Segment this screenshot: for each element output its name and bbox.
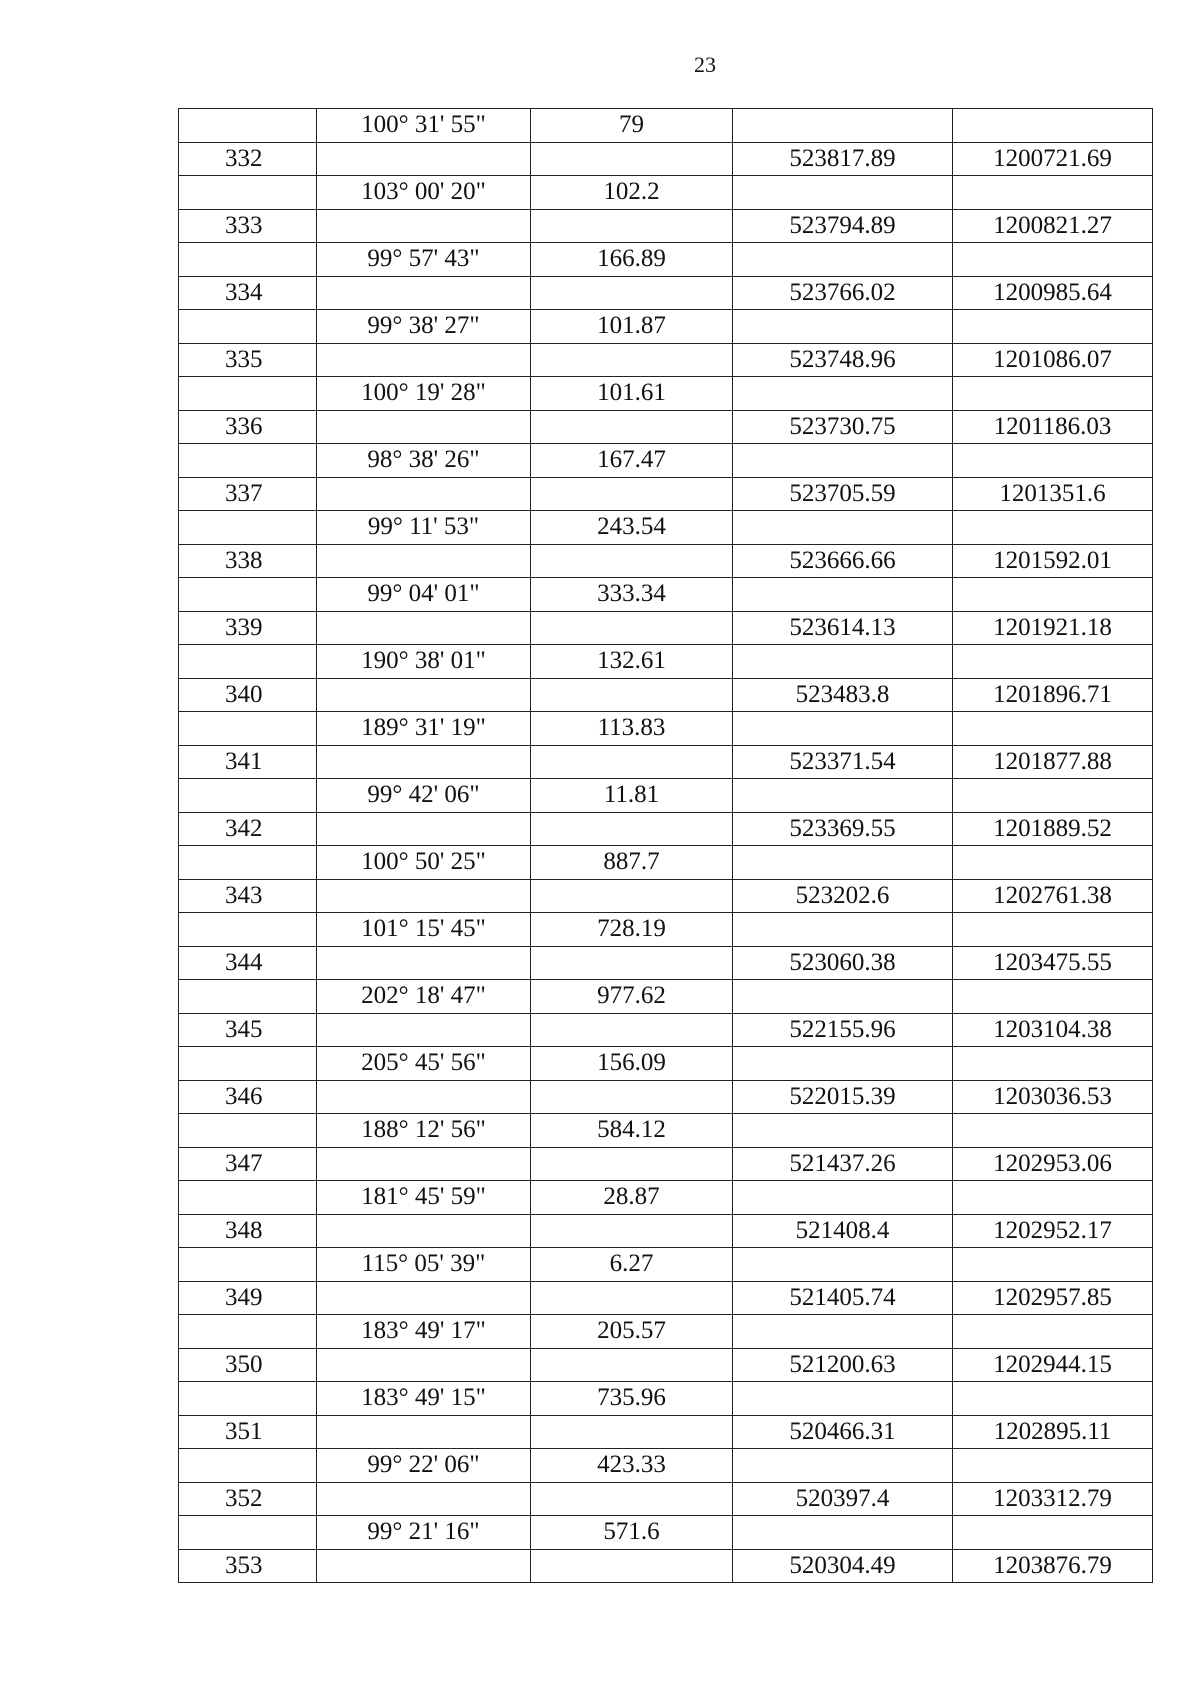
northing-cell <box>953 176 1153 210</box>
bearing-cell <box>317 1214 531 1248</box>
northing-cell <box>953 1315 1153 1349</box>
table-row <box>179 243 1153 277</box>
station-cell: 348 <box>179 1214 317 1248</box>
table-row <box>179 544 1153 578</box>
easting-cell: 522015.39 <box>733 1080 953 1114</box>
table-row <box>179 343 1153 377</box>
bearing-cell: 115° 05' 39" <box>317 1248 531 1282</box>
table-row <box>179 511 1153 545</box>
distance-cell: 977.62 <box>531 980 733 1014</box>
table-row <box>179 1315 1153 1349</box>
easting-cell: 523666.66 <box>733 544 953 578</box>
easting-cell <box>733 846 953 880</box>
table-row <box>179 1047 1153 1081</box>
easting-cell: 523371.54 <box>733 745 953 779</box>
station-cell <box>179 980 317 1014</box>
station-cell: 342 <box>179 812 317 846</box>
table-row <box>179 980 1153 1014</box>
table-row <box>179 1549 1153 1583</box>
station-cell: 338 <box>179 544 317 578</box>
easting-cell <box>733 1516 953 1550</box>
distance-cell: 132.61 <box>531 645 733 679</box>
easting-cell <box>733 243 953 277</box>
distance-cell <box>531 343 733 377</box>
distance-cell: 205.57 <box>531 1315 733 1349</box>
table-row <box>179 913 1153 947</box>
northing-cell: 1200821.27 <box>953 209 1153 243</box>
northing-cell <box>953 712 1153 746</box>
distance-cell: 571.6 <box>531 1516 733 1550</box>
table-row <box>179 1248 1153 1282</box>
bearing-cell <box>317 1415 531 1449</box>
distance-cell: 102.2 <box>531 176 733 210</box>
bearing-cell: 99° 38' 27" <box>317 310 531 344</box>
bearing-cell <box>317 209 531 243</box>
northing-cell <box>953 310 1153 344</box>
bearing-cell <box>317 611 531 645</box>
bearing-cell <box>317 946 531 980</box>
distance-cell <box>531 209 733 243</box>
station-cell <box>179 1248 317 1282</box>
easting-cell <box>733 1114 953 1148</box>
station-cell: 341 <box>179 745 317 779</box>
bearing-cell: 99° 04' 01" <box>317 578 531 612</box>
bearing-cell: 99° 57' 43" <box>317 243 531 277</box>
station-cell <box>179 1315 317 1349</box>
station-cell: 344 <box>179 946 317 980</box>
easting-cell: 521405.74 <box>733 1281 953 1315</box>
easting-cell <box>733 1248 953 1282</box>
station-cell: 343 <box>179 879 317 913</box>
northing-cell <box>953 511 1153 545</box>
easting-cell <box>733 1382 953 1416</box>
northing-cell: 1203475.55 <box>953 946 1153 980</box>
table-row <box>179 209 1153 243</box>
northing-cell <box>953 1382 1153 1416</box>
table-row <box>179 946 1153 980</box>
easting-cell: 522155.96 <box>733 1013 953 1047</box>
distance-cell <box>531 946 733 980</box>
station-cell <box>179 243 317 277</box>
table-row <box>179 812 1153 846</box>
northing-cell <box>953 846 1153 880</box>
bearing-cell <box>317 1013 531 1047</box>
northing-cell: 1201351.6 <box>953 477 1153 511</box>
station-cell <box>179 377 317 411</box>
station-cell <box>179 511 317 545</box>
easting-cell: 523730.75 <box>733 410 953 444</box>
northing-cell <box>953 243 1153 277</box>
easting-cell: 521437.26 <box>733 1147 953 1181</box>
distance-cell: 887.7 <box>531 846 733 880</box>
northing-cell: 1202952.17 <box>953 1214 1153 1248</box>
easting-cell <box>733 444 953 478</box>
northing-cell <box>953 1449 1153 1483</box>
distance-cell <box>531 1080 733 1114</box>
station-cell: 346 <box>179 1080 317 1114</box>
easting-cell <box>733 645 953 679</box>
station-cell <box>179 1181 317 1215</box>
distance-cell: 79 <box>531 109 733 143</box>
distance-cell: 28.87 <box>531 1181 733 1215</box>
bearing-cell <box>317 410 531 444</box>
station-cell: 347 <box>179 1147 317 1181</box>
distance-cell <box>531 1549 733 1583</box>
table-row <box>179 1415 1153 1449</box>
easting-cell <box>733 1449 953 1483</box>
station-cell: 349 <box>179 1281 317 1315</box>
distance-cell <box>531 1348 733 1382</box>
northing-cell: 1203876.79 <box>953 1549 1153 1583</box>
easting-cell: 520397.4 <box>733 1482 953 1516</box>
northing-cell: 1201921.18 <box>953 611 1153 645</box>
easting-cell <box>733 1181 953 1215</box>
bearing-cell <box>317 1080 531 1114</box>
table-row <box>179 477 1153 511</box>
station-cell: 333 <box>179 209 317 243</box>
station-cell <box>179 1516 317 1550</box>
easting-cell <box>733 578 953 612</box>
distance-cell <box>531 1013 733 1047</box>
table-row <box>179 142 1153 176</box>
northing-cell: 1201889.52 <box>953 812 1153 846</box>
bearing-cell <box>317 477 531 511</box>
bearing-cell <box>317 343 531 377</box>
table-row <box>179 1382 1153 1416</box>
station-cell: 351 <box>179 1415 317 1449</box>
station-cell <box>179 444 317 478</box>
station-cell <box>179 645 317 679</box>
distance-cell <box>531 1482 733 1516</box>
station-cell <box>179 1047 317 1081</box>
table-row <box>179 1080 1153 1114</box>
distance-cell <box>531 276 733 310</box>
bearing-cell: 99° 21' 16" <box>317 1516 531 1550</box>
distance-cell: 333.34 <box>531 578 733 612</box>
distance-cell: 243.54 <box>531 511 733 545</box>
station-cell <box>179 176 317 210</box>
bearing-cell <box>317 1482 531 1516</box>
station-cell: 332 <box>179 142 317 176</box>
bearing-cell: 100° 31' 55" <box>317 109 531 143</box>
easting-cell <box>733 1047 953 1081</box>
easting-cell: 523060.38 <box>733 946 953 980</box>
table-row <box>179 712 1153 746</box>
bearing-cell <box>317 745 531 779</box>
easting-cell: 523369.55 <box>733 812 953 846</box>
table-body <box>179 109 1153 1583</box>
northing-cell: 1203036.53 <box>953 1080 1153 1114</box>
bearing-cell: 100° 19' 28" <box>317 377 531 411</box>
bearing-cell <box>317 678 531 712</box>
easting-cell <box>733 779 953 813</box>
distance-cell: 728.19 <box>531 913 733 947</box>
easting-cell <box>733 377 953 411</box>
station-cell: 336 <box>179 410 317 444</box>
easting-cell: 523766.02 <box>733 276 953 310</box>
bearing-cell <box>317 142 531 176</box>
table-row <box>179 1181 1153 1215</box>
northing-cell: 1202944.15 <box>953 1348 1153 1382</box>
table-row <box>179 779 1153 813</box>
northing-cell <box>953 779 1153 813</box>
bearing-cell <box>317 1348 531 1382</box>
northing-cell: 1202761.38 <box>953 879 1153 913</box>
easting-cell <box>733 109 953 143</box>
northing-cell <box>953 578 1153 612</box>
easting-cell: 523794.89 <box>733 209 953 243</box>
distance-cell: 166.89 <box>531 243 733 277</box>
bearing-cell: 183° 49' 15" <box>317 1382 531 1416</box>
distance-cell: 584.12 <box>531 1114 733 1148</box>
table-row <box>179 276 1153 310</box>
easting-cell: 523483.8 <box>733 678 953 712</box>
table-row <box>179 176 1153 210</box>
bearing-cell <box>317 276 531 310</box>
table-row <box>179 745 1153 779</box>
northing-cell <box>953 109 1153 143</box>
table-row <box>179 109 1153 143</box>
bearing-cell: 188° 12' 56" <box>317 1114 531 1148</box>
bearing-cell: 189° 31' 19" <box>317 712 531 746</box>
northing-cell <box>953 444 1153 478</box>
easting-cell: 520466.31 <box>733 1415 953 1449</box>
page-number: 23 <box>694 52 716 77</box>
station-cell <box>179 578 317 612</box>
distance-cell <box>531 1214 733 1248</box>
bearing-cell: 103° 00' 20" <box>317 176 531 210</box>
northing-cell: 1202957.85 <box>953 1281 1153 1315</box>
easting-cell: 521408.4 <box>733 1214 953 1248</box>
northing-cell <box>953 645 1153 679</box>
bearing-cell: 190° 38' 01" <box>317 645 531 679</box>
easting-cell <box>733 176 953 210</box>
table-row <box>179 645 1153 679</box>
table-row <box>179 310 1153 344</box>
northing-cell <box>953 1248 1153 1282</box>
bearing-cell: 181° 45' 59" <box>317 1181 531 1215</box>
bearing-cell <box>317 1549 531 1583</box>
northing-cell: 1201186.03 <box>953 410 1153 444</box>
bearing-cell <box>317 1281 531 1315</box>
northing-cell: 1201896.71 <box>953 678 1153 712</box>
distance-cell: 156.09 <box>531 1047 733 1081</box>
easting-cell <box>733 980 953 1014</box>
easting-cell <box>733 712 953 746</box>
easting-cell <box>733 1315 953 1349</box>
table-row <box>179 1449 1153 1483</box>
station-cell: 335 <box>179 343 317 377</box>
bearing-cell: 98° 38' 26" <box>317 444 531 478</box>
table-row <box>179 1114 1153 1148</box>
northing-cell: 1200721.69 <box>953 142 1153 176</box>
table-row <box>179 444 1153 478</box>
distance-cell <box>531 477 733 511</box>
northing-cell: 1203104.38 <box>953 1013 1153 1047</box>
station-cell <box>179 109 317 143</box>
northing-cell: 1202953.06 <box>953 1147 1153 1181</box>
station-cell <box>179 779 317 813</box>
distance-cell: 167.47 <box>531 444 733 478</box>
easting-cell: 523748.96 <box>733 343 953 377</box>
distance-cell: 101.61 <box>531 377 733 411</box>
bearing-cell: 205° 45' 56" <box>317 1047 531 1081</box>
station-cell: 340 <box>179 678 317 712</box>
easting-cell: 521200.63 <box>733 1348 953 1382</box>
bearing-cell: 183° 49' 17" <box>317 1315 531 1349</box>
distance-cell <box>531 879 733 913</box>
bearing-cell: 101° 15' 45" <box>317 913 531 947</box>
northing-cell <box>953 377 1153 411</box>
distance-cell: 6.27 <box>531 1248 733 1282</box>
table-row <box>179 678 1153 712</box>
distance-cell <box>531 1415 733 1449</box>
bearing-cell <box>317 812 531 846</box>
distance-cell <box>531 745 733 779</box>
distance-cell: 101.87 <box>531 310 733 344</box>
distance-cell: 11.81 <box>531 779 733 813</box>
table-row <box>179 578 1153 612</box>
table-row <box>179 1482 1153 1516</box>
bearing-cell <box>317 1147 531 1181</box>
bearing-cell <box>317 879 531 913</box>
station-cell <box>179 1449 317 1483</box>
northing-cell <box>953 1114 1153 1148</box>
bearing-cell: 99° 42' 06" <box>317 779 531 813</box>
station-cell <box>179 1114 317 1148</box>
table-row <box>179 879 1153 913</box>
easting-cell <box>733 511 953 545</box>
easting-cell <box>733 913 953 947</box>
northing-cell: 1201592.01 <box>953 544 1153 578</box>
table-row <box>179 410 1153 444</box>
distance-cell <box>531 678 733 712</box>
easting-cell: 523614.13 <box>733 611 953 645</box>
northing-cell: 1201877.88 <box>953 745 1153 779</box>
table-row <box>179 1516 1153 1550</box>
distance-cell <box>531 544 733 578</box>
station-cell: 345 <box>179 1013 317 1047</box>
northing-cell: 1200985.64 <box>953 276 1153 310</box>
station-cell <box>179 846 317 880</box>
table-row <box>179 611 1153 645</box>
table-row <box>179 1013 1153 1047</box>
northing-cell: 1203312.79 <box>953 1482 1153 1516</box>
station-cell <box>179 712 317 746</box>
easting-cell <box>733 310 953 344</box>
northing-cell <box>953 980 1153 1014</box>
distance-cell: 423.33 <box>531 1449 733 1483</box>
easting-cell: 523705.59 <box>733 477 953 511</box>
distance-cell <box>531 1147 733 1181</box>
easting-cell: 523202.6 <box>733 879 953 913</box>
easting-cell: 520304.49 <box>733 1549 953 1583</box>
bearing-cell: 99° 11' 53" <box>317 511 531 545</box>
bearing-cell: 99° 22' 06" <box>317 1449 531 1483</box>
distance-cell: 113.83 <box>531 712 733 746</box>
bearing-cell <box>317 544 531 578</box>
table-row <box>179 846 1153 880</box>
station-cell: 353 <box>179 1549 317 1583</box>
northing-cell: 1201086.07 <box>953 343 1153 377</box>
northing-cell: 1202895.11 <box>953 1415 1153 1449</box>
distance-cell <box>531 812 733 846</box>
northing-cell <box>953 1047 1153 1081</box>
table-row <box>179 1214 1153 1248</box>
distance-cell: 735.96 <box>531 1382 733 1416</box>
distance-cell <box>531 410 733 444</box>
table-row <box>179 1348 1153 1382</box>
table-row <box>179 377 1153 411</box>
distance-cell <box>531 611 733 645</box>
survey-coordinates-table <box>178 108 1153 1583</box>
station-cell <box>179 1382 317 1416</box>
distance-cell <box>531 142 733 176</box>
station-cell <box>179 310 317 344</box>
station-cell: 350 <box>179 1348 317 1382</box>
station-cell: 339 <box>179 611 317 645</box>
table-row <box>179 1281 1153 1315</box>
station-cell: 334 <box>179 276 317 310</box>
station-cell <box>179 913 317 947</box>
northing-cell <box>953 1516 1153 1550</box>
table-row <box>179 1147 1153 1181</box>
station-cell: 352 <box>179 1482 317 1516</box>
bearing-cell: 202° 18' 47" <box>317 980 531 1014</box>
bearing-cell: 100° 50' 25" <box>317 846 531 880</box>
northing-cell <box>953 1181 1153 1215</box>
easting-cell: 523817.89 <box>733 142 953 176</box>
distance-cell <box>531 1281 733 1315</box>
northing-cell <box>953 913 1153 947</box>
station-cell: 337 <box>179 477 317 511</box>
